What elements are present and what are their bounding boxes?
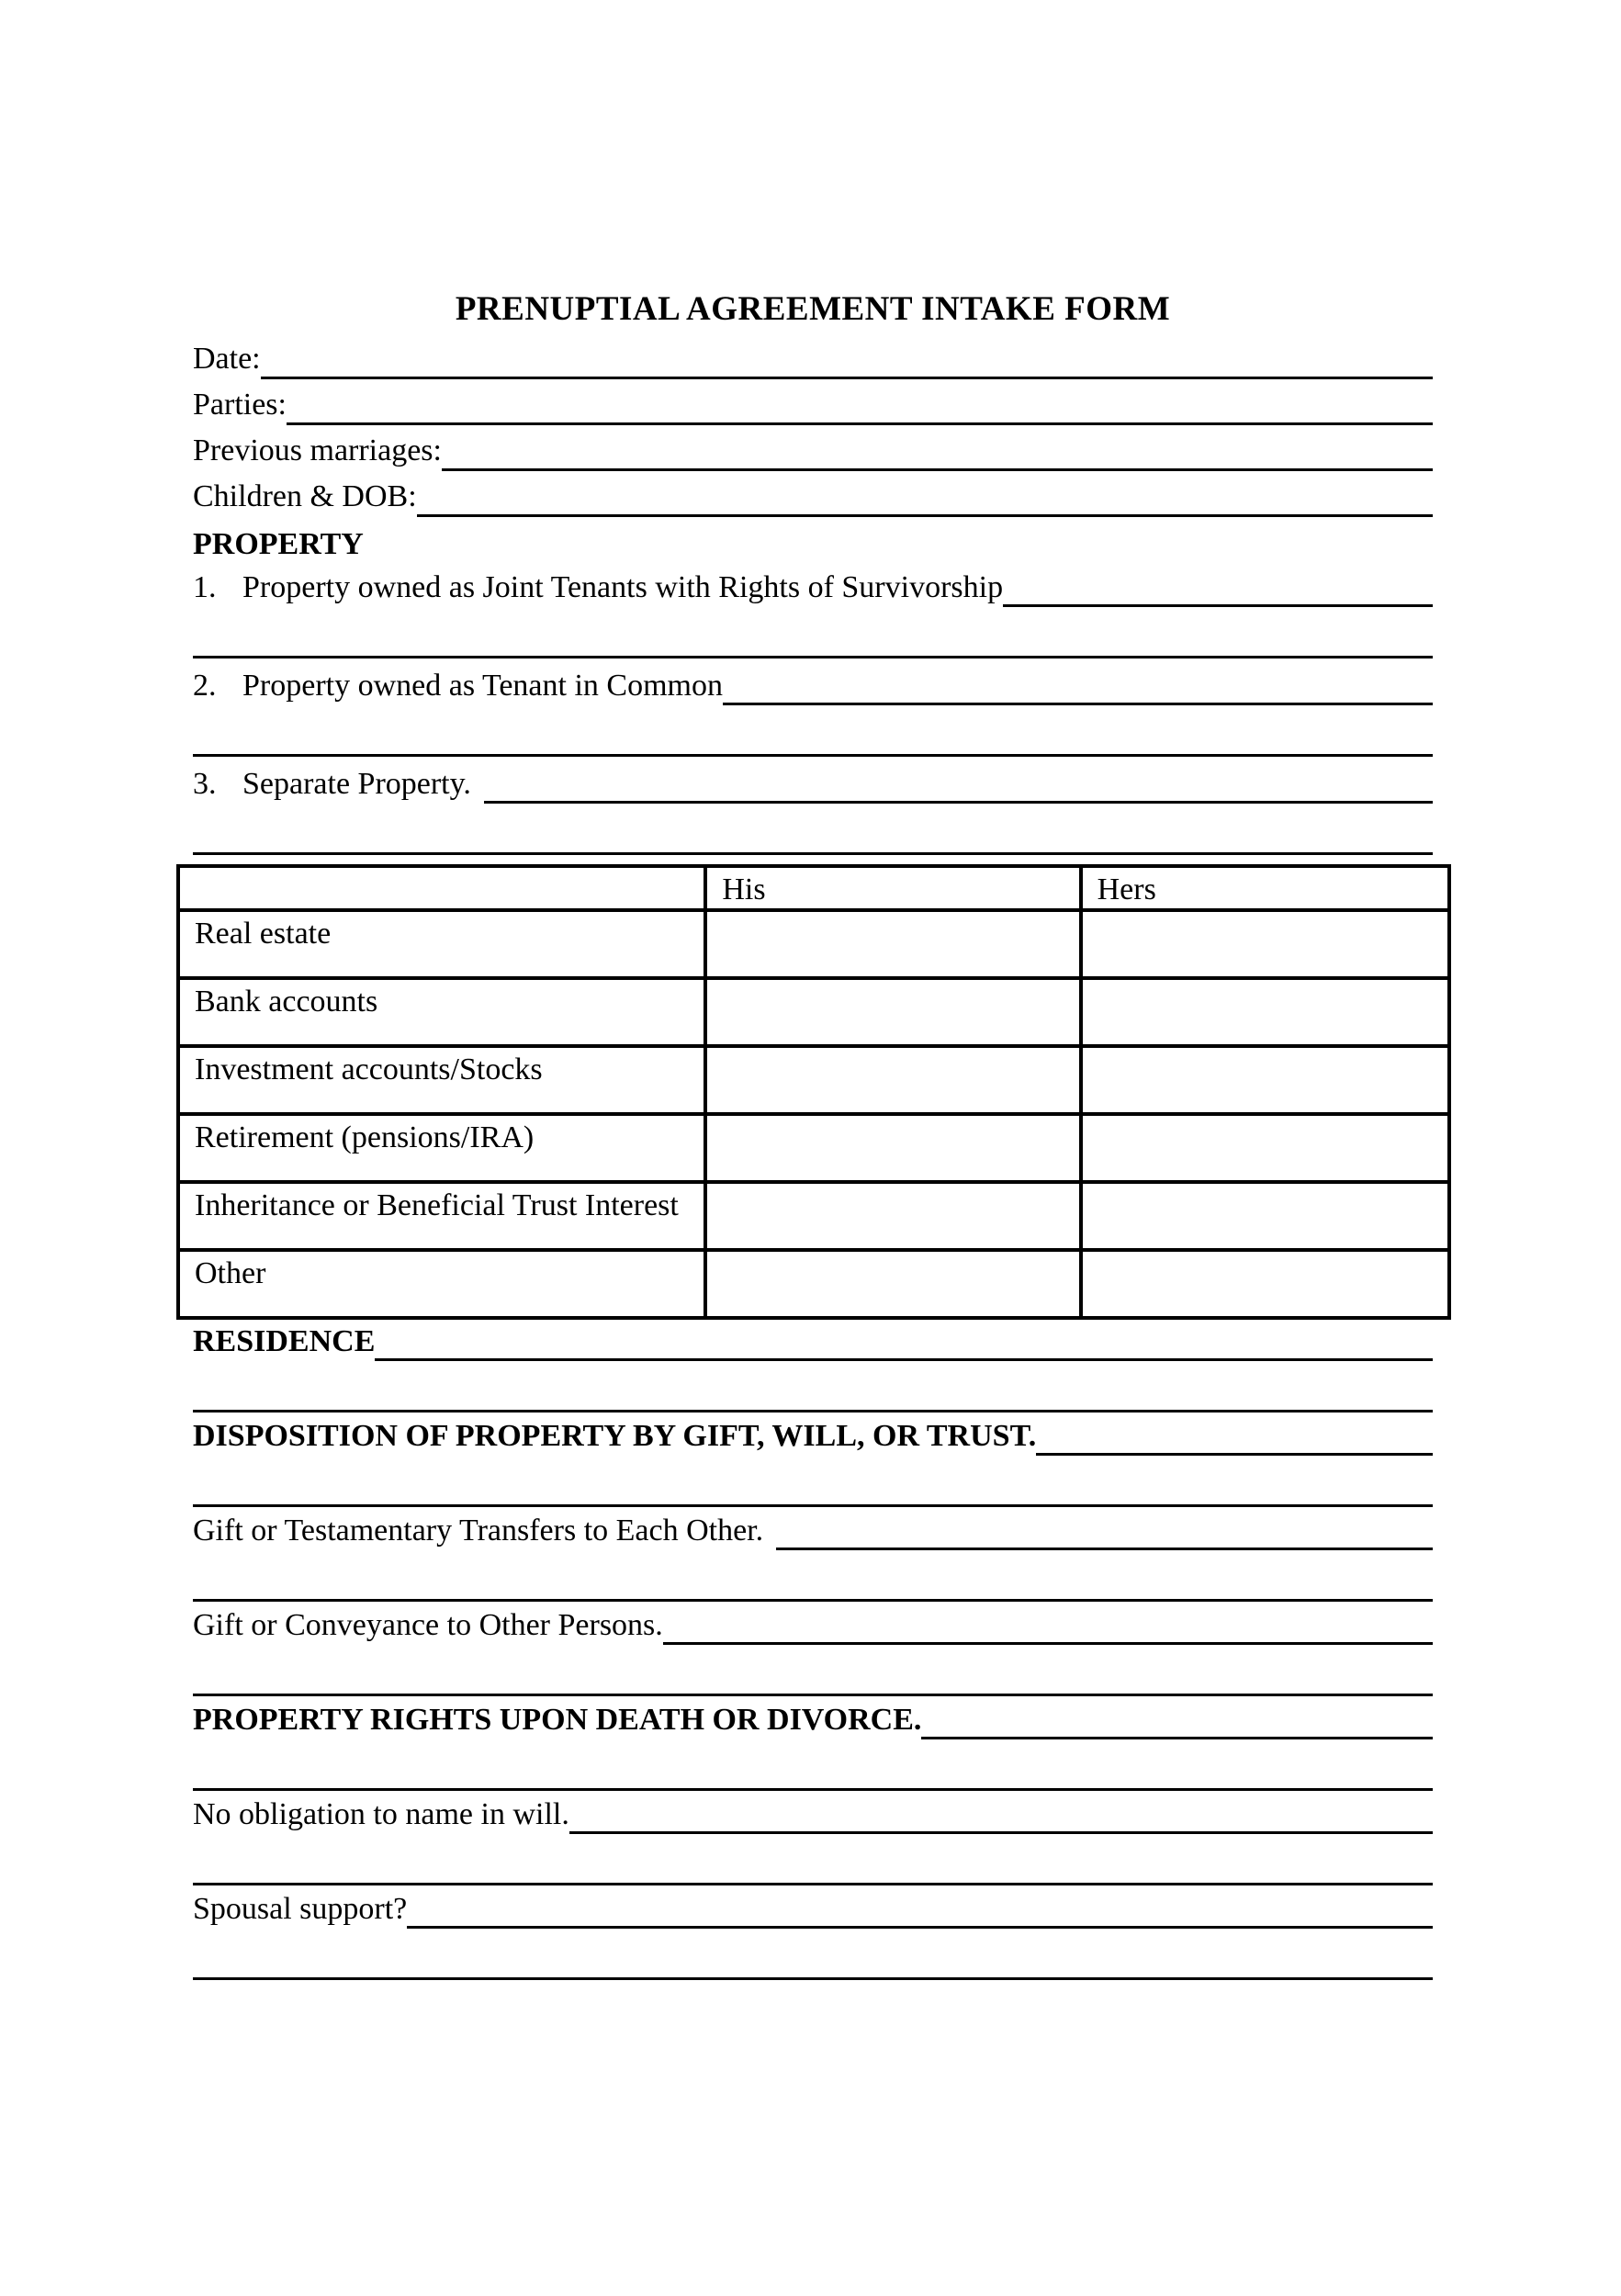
hers-column-header: Hers: [1081, 866, 1449, 910]
other-his-cell[interactable]: [705, 1250, 1080, 1318]
retirement-hers-cell[interactable]: [1081, 1114, 1449, 1182]
joint-tenants-continuation-line[interactable]: [193, 612, 1433, 658]
no-obligation-label: No obligation to name in will.: [193, 1797, 569, 1831]
table-row-bank-accounts: [178, 978, 1449, 1046]
retirement-label: Retirement (pensions/IRA): [178, 1114, 705, 1182]
joint-tenants-input-line[interactable]: [1003, 568, 1433, 607]
retirement-his-cell[interactable]: [705, 1114, 1080, 1182]
bank-accounts-label: Bank accounts: [178, 978, 705, 1046]
real-estate-hers-cell[interactable]: [1081, 910, 1449, 978]
disposition-label: DISPOSITION OF PROPERTY BY GIFT, WILL, OR TRUST.: [193, 1419, 1037, 1453]
property-rights-continuation-line[interactable]: [193, 1744, 1433, 1791]
property-item-tenant-in-common: [193, 666, 1433, 710]
section-row-gift-conveyance: [193, 1605, 1433, 1649]
item-number: 2.: [193, 669, 217, 703]
section-row-no-obligation: [193, 1795, 1433, 1839]
no-obligation-continuation-line[interactable]: [193, 1839, 1433, 1885]
tenant-in-common-label: Property owned as Tenant in Common: [242, 669, 723, 703]
gift-conveyance-label: Gift or Conveyance to Other Persons.: [193, 1608, 663, 1642]
gift-testamentary-input-line[interactable]: [776, 1511, 1433, 1550]
previous-marriages-label: Previous marriages:: [193, 433, 442, 467]
children-dob-label: Children & DOB:: [193, 479, 417, 513]
investment-accounts-his-cell[interactable]: [705, 1046, 1080, 1114]
separate-property-label: Separate Property.: [242, 767, 471, 801]
spousal-support-label: Spousal support?: [193, 1892, 408, 1926]
table-row-real-estate: [178, 910, 1449, 978]
tenant-in-common-continuation-line[interactable]: [193, 710, 1433, 757]
section-row-spousal-support: [193, 1889, 1433, 1933]
residence-label: RESIDENCE: [193, 1324, 376, 1358]
disposition-input-line[interactable]: [1036, 1416, 1433, 1456]
real-estate-his-cell[interactable]: [705, 910, 1080, 978]
assets-table-header-row: [178, 866, 1449, 910]
disposition-continuation-line[interactable]: [193, 1460, 1433, 1507]
item-number: 1.: [193, 570, 217, 604]
spousal-support-continuation-line[interactable]: [193, 1933, 1433, 1980]
residence-input-line[interactable]: [375, 1322, 1433, 1361]
other-hers-cell[interactable]: [1081, 1250, 1449, 1318]
separate-property-continuation-line[interactable]: [193, 808, 1433, 855]
previous-marriages-input-line[interactable]: [442, 430, 1433, 471]
investment-accounts-label: Investment accounts/Stocks: [178, 1046, 705, 1114]
tenant-in-common-input-line[interactable]: [723, 666, 1433, 705]
assets-empty-header-cell: [178, 866, 705, 910]
section-row-disposition: [193, 1416, 1433, 1460]
other-label: Other: [178, 1250, 705, 1318]
property-section-heading: PROPERTY: [193, 527, 364, 561]
residence-continuation-line[interactable]: [193, 1366, 1433, 1412]
gift-testamentary-label: Gift or Testamentary Transfers to Each Other.: [193, 1514, 764, 1548]
joint-tenants-label: Property owned as Joint Tenants with Rights of Survivorship: [242, 570, 1004, 604]
parties-input-line[interactable]: [287, 384, 1433, 425]
gift-testamentary-continuation-line[interactable]: [193, 1555, 1433, 1602]
table-row-retirement: [178, 1114, 1449, 1182]
section-row-gift-testamentary: [193, 1511, 1433, 1555]
inheritance-hers-cell[interactable]: [1081, 1182, 1449, 1250]
date-input-line[interactable]: [261, 338, 1433, 379]
gift-conveyance-input-line[interactable]: [663, 1605, 1433, 1645]
property-rights-label: PROPERTY RIGHTS UPON DEATH OR DIVORCE.: [193, 1703, 922, 1737]
property-item-separate-property: [193, 764, 1433, 808]
table-row-other: [178, 1250, 1449, 1318]
inheritance-label: Inheritance or Beneficial Trust Interest: [178, 1182, 705, 1250]
field-row-children-dob: [193, 476, 1433, 522]
property-item-joint-tenants: [193, 568, 1433, 612]
date-label: Date:: [193, 342, 261, 376]
separate-property-input-line[interactable]: [484, 764, 1433, 804]
field-row-parties: [193, 384, 1433, 430]
spousal-support-input-line[interactable]: [407, 1889, 1433, 1929]
gift-conveyance-continuation-line[interactable]: [193, 1649, 1433, 1696]
table-row-inheritance: [178, 1182, 1449, 1250]
his-column-header: His: [705, 866, 1080, 910]
bank-accounts-hers-cell[interactable]: [1081, 978, 1449, 1046]
page-title: PRENUPTIAL AGREEMENT INTAKE FORM: [455, 290, 1171, 328]
section-row-residence: [193, 1322, 1433, 1366]
children-dob-input-line[interactable]: [417, 476, 1433, 517]
no-obligation-input-line[interactable]: [569, 1795, 1433, 1834]
field-row-date: [193, 338, 1433, 384]
investment-accounts-hers-cell[interactable]: [1081, 1046, 1449, 1114]
section-row-property-rights: [193, 1700, 1433, 1744]
assets-table: [176, 864, 1451, 1320]
item-number: 3.: [193, 767, 217, 801]
field-row-previous-marriages: [193, 430, 1433, 476]
property-rights-input-line[interactable]: [921, 1700, 1433, 1739]
inheritance-his-cell[interactable]: [705, 1182, 1080, 1250]
table-row-investment-accounts: [178, 1046, 1449, 1114]
parties-label: Parties:: [193, 388, 287, 422]
real-estate-label: Real estate: [178, 910, 705, 978]
bank-accounts-his-cell[interactable]: [705, 978, 1080, 1046]
